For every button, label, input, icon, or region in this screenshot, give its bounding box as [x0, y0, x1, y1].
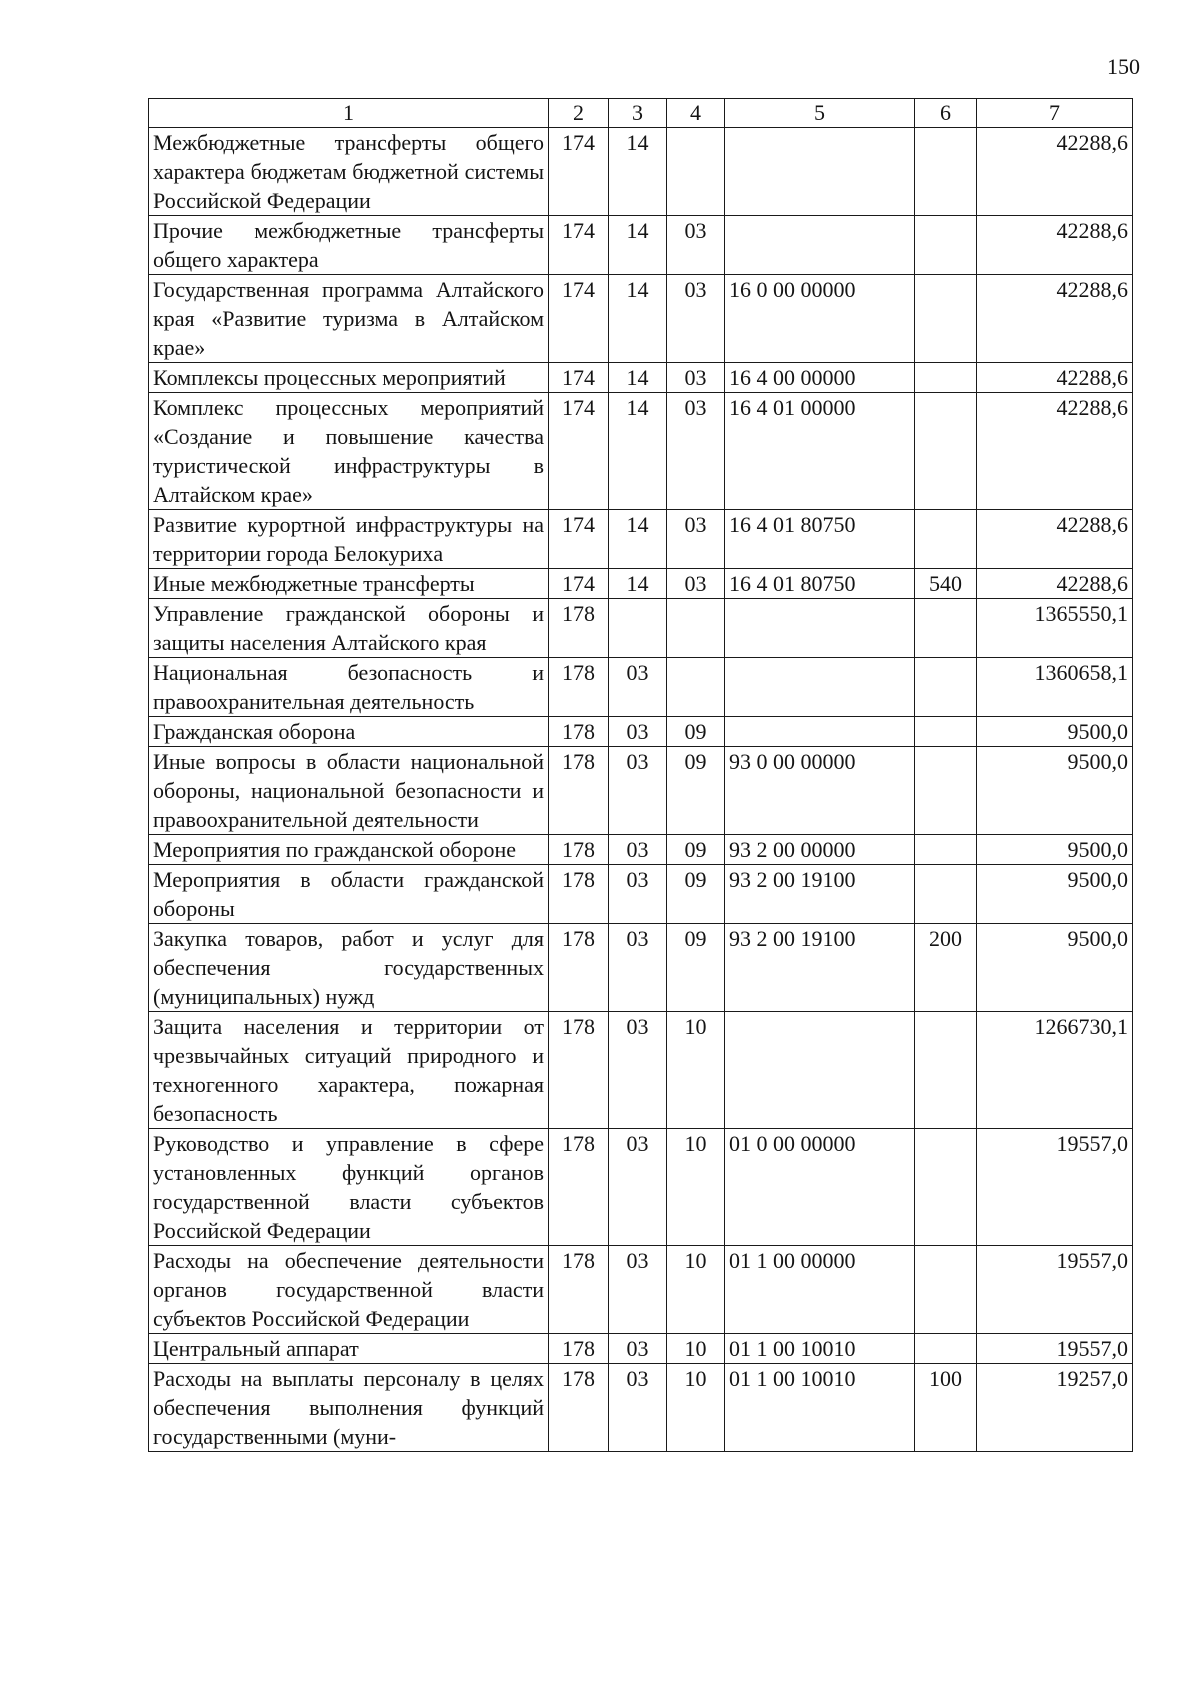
ministry-code-cell: 174 — [549, 128, 609, 216]
subsection-code-cell — [667, 658, 725, 717]
ministry-code-cell: 174 — [549, 216, 609, 275]
table-row — [149, 363, 1133, 393]
amount-cell: 19557,0 — [977, 1246, 1133, 1334]
target-article-cell — [725, 128, 915, 216]
section-code-cell: 14 — [609, 393, 667, 510]
ministry-code-cell: 178 — [549, 1364, 609, 1452]
ministry-code-cell: 174 — [549, 510, 609, 569]
row-name-cell: Закупка товаров, работ и услуг для обеспечения государственных (муниципальных) нужд — [149, 924, 549, 1012]
table-row — [149, 1334, 1133, 1364]
row-name-cell: Руководство и управление в сфере установленных функций органов государственной власти субъектов Российской Федерации — [149, 1129, 549, 1246]
table-row — [149, 747, 1133, 835]
section-code-cell: 03 — [609, 835, 667, 865]
table-row — [149, 1364, 1133, 1452]
subsection-code-cell: 10 — [667, 1334, 725, 1364]
table-row — [149, 924, 1133, 1012]
section-code-cell: 03 — [609, 1334, 667, 1364]
row-name-cell: Комплекс процессных мероприятий «Создание и повышение качества туристической инфраструктуры в Алтайском крае» — [149, 393, 549, 510]
row-name-cell: Прочие межбюджетные трансферты общего характера — [149, 216, 549, 275]
table-row — [149, 128, 1133, 216]
target-article-cell: 16 4 01 00000 — [725, 393, 915, 510]
row-name-cell: Межбюджетные трансферты общего характера бюджетам бюджетной системы Российской Федерации — [149, 128, 549, 216]
expense-type-cell — [915, 363, 977, 393]
table-row — [149, 1129, 1133, 1246]
ministry-code-cell: 174 — [549, 393, 609, 510]
expense-type-cell — [915, 128, 977, 216]
table-row — [149, 1012, 1133, 1129]
section-code-cell: 03 — [609, 717, 667, 747]
amount-cell: 42288,6 — [977, 275, 1133, 363]
subsection-code-cell: 03 — [667, 363, 725, 393]
ministry-code-cell: 174 — [549, 569, 609, 599]
row-name-cell: Мероприятия по гражданской обороне — [149, 835, 549, 865]
subsection-code-cell: 03 — [667, 569, 725, 599]
target-article-cell — [725, 216, 915, 275]
table-row — [149, 658, 1133, 717]
row-name-cell: Комплексы процессных мероприятий — [149, 363, 549, 393]
row-name-cell: Центральный аппарат — [149, 1334, 549, 1364]
ministry-code-cell: 178 — [549, 1012, 609, 1129]
target-article-cell: 93 2 00 19100 — [725, 924, 915, 1012]
amount-cell: 9500,0 — [977, 717, 1133, 747]
amount-cell: 19557,0 — [977, 1129, 1133, 1246]
expense-type-cell — [915, 1012, 977, 1129]
ministry-code-cell: 178 — [549, 835, 609, 865]
row-name-cell: Государственная программа Алтайского края «Развитие туризма в Алтайском крае» — [149, 275, 549, 363]
expense-type-cell — [915, 216, 977, 275]
expense-type-cell — [915, 599, 977, 658]
section-code-cell: 14 — [609, 128, 667, 216]
ministry-code-cell: 174 — [549, 363, 609, 393]
expense-type-cell — [915, 835, 977, 865]
expense-type-cell — [915, 510, 977, 569]
table-row — [149, 569, 1133, 599]
expense-type-cell — [915, 393, 977, 510]
column-header: 4 — [667, 99, 725, 128]
expense-type-cell — [915, 1246, 977, 1334]
subsection-code-cell: 10 — [667, 1364, 725, 1452]
section-code-cell: 14 — [609, 510, 667, 569]
target-article-cell — [725, 599, 915, 658]
expense-type-cell — [915, 747, 977, 835]
row-name-cell: Защита населения и территории от чрезвычайных ситуаций природного и техногенного характера, пожарная безопасность — [149, 1012, 549, 1129]
target-article-cell: 01 1 00 00000 — [725, 1246, 915, 1334]
target-article-cell: 16 4 01 80750 — [725, 569, 915, 599]
amount-cell: 19257,0 — [977, 1364, 1133, 1452]
column-header: 3 — [609, 99, 667, 128]
target-article-cell: 93 2 00 00000 — [725, 835, 915, 865]
ministry-code-cell: 174 — [549, 275, 609, 363]
amount-cell: 42288,6 — [977, 216, 1133, 275]
expense-type-cell — [915, 1334, 977, 1364]
expense-type-cell: 200 — [915, 924, 977, 1012]
subsection-code-cell: 09 — [667, 865, 725, 924]
amount-cell: 42288,6 — [977, 128, 1133, 216]
target-article-cell — [725, 658, 915, 717]
column-header: 2 — [549, 99, 609, 128]
section-code-cell: 03 — [609, 1129, 667, 1246]
table-row — [149, 865, 1133, 924]
amount-cell: 42288,6 — [977, 393, 1133, 510]
section-code-cell: 14 — [609, 275, 667, 363]
subsection-code-cell: 09 — [667, 924, 725, 1012]
amount-cell: 42288,6 — [977, 363, 1133, 393]
target-article-cell — [725, 1012, 915, 1129]
column-header: 6 — [915, 99, 977, 128]
column-header: 7 — [977, 99, 1133, 128]
subsection-code-cell: 09 — [667, 747, 725, 835]
amount-cell: 19557,0 — [977, 1334, 1133, 1364]
row-name-cell: Мероприятия в области гражданской обороны — [149, 865, 549, 924]
amount-cell: 9500,0 — [977, 835, 1133, 865]
target-article-cell: 01 1 00 10010 — [725, 1334, 915, 1364]
table-row — [149, 599, 1133, 658]
expense-type-cell: 100 — [915, 1364, 977, 1452]
amount-cell: 1360658,1 — [977, 658, 1133, 717]
expense-type-cell: 540 — [915, 569, 977, 599]
target-article-cell: 16 4 01 80750 — [725, 510, 915, 569]
column-header: 5 — [725, 99, 915, 128]
target-article-cell: 93 2 00 19100 — [725, 865, 915, 924]
row-name-cell: Расходы на выплаты персоналу в целях обеспечения выполнения функций государственными (муни- — [149, 1364, 549, 1452]
budget-table — [148, 98, 1133, 1452]
row-name-cell: Управление гражданской обороны и защиты населения Алтайского края — [149, 599, 549, 658]
subsection-code-cell: 03 — [667, 393, 725, 510]
section-code-cell: 03 — [609, 1012, 667, 1129]
page-number: 150 — [1107, 54, 1140, 79]
expense-type-cell — [915, 717, 977, 747]
table-row — [149, 216, 1133, 275]
amount-cell: 9500,0 — [977, 924, 1133, 1012]
row-name-cell: Иные межбюджетные трансферты — [149, 569, 549, 599]
target-article-cell — [725, 717, 915, 747]
subsection-code-cell: 10 — [667, 1129, 725, 1246]
ministry-code-cell: 178 — [549, 717, 609, 747]
ministry-code-cell: 178 — [549, 924, 609, 1012]
ministry-code-cell: 178 — [549, 1246, 609, 1334]
expense-type-cell — [915, 275, 977, 363]
table-row — [149, 510, 1133, 569]
amount-cell: 42288,6 — [977, 510, 1133, 569]
subsection-code-cell — [667, 128, 725, 216]
table-row — [149, 835, 1133, 865]
ministry-code-cell: 178 — [549, 1129, 609, 1246]
section-code-cell: 03 — [609, 865, 667, 924]
row-name-cell: Развитие курортной инфраструктуры на территории города Белокурихa — [149, 510, 549, 569]
column-header: 1 — [149, 99, 549, 128]
section-code-cell: 03 — [609, 1246, 667, 1334]
target-article-cell: 01 0 00 00000 — [725, 1129, 915, 1246]
expense-type-cell — [915, 1129, 977, 1246]
section-code-cell: 03 — [609, 924, 667, 1012]
subsection-code-cell — [667, 599, 725, 658]
amount-cell: 9500,0 — [977, 747, 1133, 835]
table-row — [149, 275, 1133, 363]
target-article-cell: 16 4 00 00000 — [725, 363, 915, 393]
subsection-code-cell: 10 — [667, 1012, 725, 1129]
table-row — [149, 393, 1133, 510]
ministry-code-cell: 178 — [549, 1334, 609, 1364]
expense-type-cell — [915, 658, 977, 717]
section-code-cell: 03 — [609, 658, 667, 717]
target-article-cell: 01 1 00 10010 — [725, 1364, 915, 1452]
target-article-cell: 93 0 00 00000 — [725, 747, 915, 835]
amount-cell: 9500,0 — [977, 865, 1133, 924]
subsection-code-cell: 03 — [667, 510, 725, 569]
subsection-code-cell: 03 — [667, 216, 725, 275]
amount-cell: 1365550,1 — [977, 599, 1133, 658]
amount-cell: 1266730,1 — [977, 1012, 1133, 1129]
subsection-code-cell: 10 — [667, 1246, 725, 1334]
subsection-code-cell: 09 — [667, 835, 725, 865]
amount-cell: 42288,6 — [977, 569, 1133, 599]
section-code-cell: 14 — [609, 216, 667, 275]
table-body — [149, 128, 1133, 1452]
target-article-cell: 16 0 00 00000 — [725, 275, 915, 363]
ministry-code-cell: 178 — [549, 865, 609, 924]
table-header-row — [149, 99, 1133, 128]
ministry-code-cell: 178 — [549, 658, 609, 717]
expense-type-cell — [915, 865, 977, 924]
section-code-cell: 14 — [609, 569, 667, 599]
section-code-cell: 14 — [609, 363, 667, 393]
section-code-cell — [609, 599, 667, 658]
row-name-cell: Расходы на обеспечение деятельности органов государственной власти субъектов Российской Федерации — [149, 1246, 549, 1334]
row-name-cell: Иные вопросы в области национальной обороны, национальной безопасности и правоохранительной деятельности — [149, 747, 549, 835]
ministry-code-cell: 178 — [549, 599, 609, 658]
table-row — [149, 717, 1133, 747]
subsection-code-cell: 09 — [667, 717, 725, 747]
section-code-cell: 03 — [609, 747, 667, 835]
ministry-code-cell: 178 — [549, 747, 609, 835]
section-code-cell: 03 — [609, 1364, 667, 1452]
subsection-code-cell: 03 — [667, 275, 725, 363]
row-name-cell: Гражданская оборона — [149, 717, 549, 747]
table-row — [149, 1246, 1133, 1334]
row-name-cell: Национальная безопасность и правоохранительная деятельность — [149, 658, 549, 717]
